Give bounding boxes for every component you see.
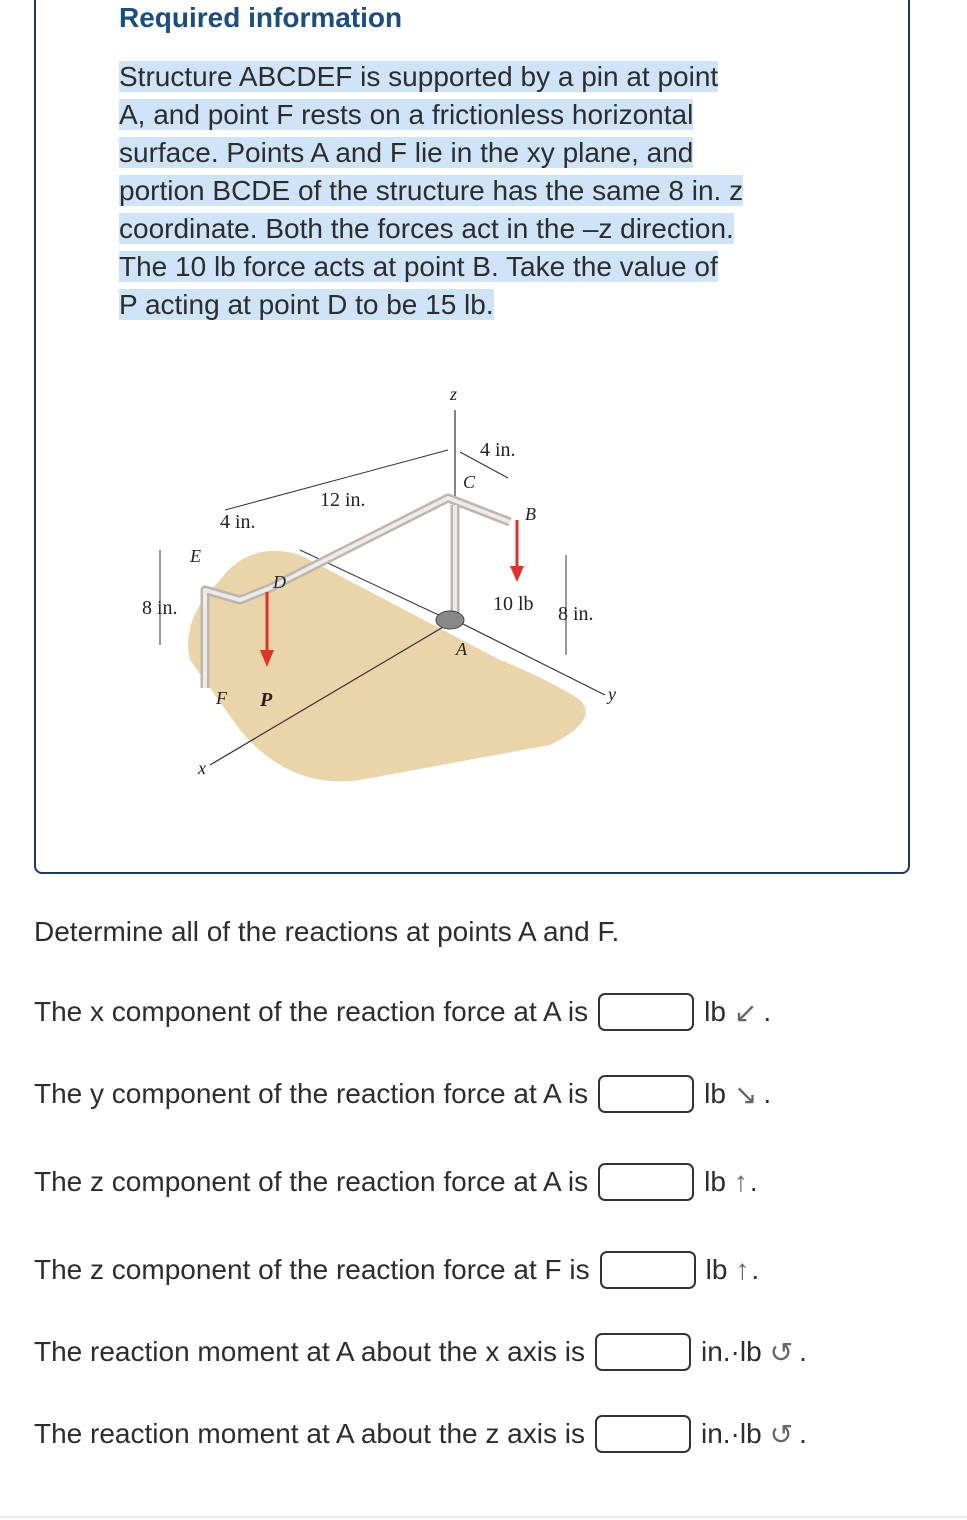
answer-input-fz[interactable]: [600, 1251, 696, 1289]
unit-label: lb: [705, 1254, 728, 1285]
period: .: [749, 1166, 758, 1197]
point-A-label: A: [456, 639, 467, 659]
dim-12in-label: 12 in.: [320, 489, 366, 511]
direction-arrow-icon: ↘: [733, 1078, 758, 1110]
point-D-label: D: [273, 572, 286, 592]
question-label: The z component of the reaction force at F is: [34, 1254, 590, 1285]
up-arrow-icon: ↑: [735, 1254, 750, 1285]
unit-label: in.·lb: [700, 1336, 762, 1367]
statement-line-1: Structure ABCDEF is supported by a pin at point: [119, 61, 719, 92]
force-P-label: P: [260, 689, 273, 711]
question-row-mx: [34, 1330, 807, 1374]
statement-line-2: A, and point F rests on a frictionless horizontal: [119, 99, 694, 130]
direction-arrow-icon: ↙: [733, 996, 758, 1028]
answer-input-mx[interactable]: [595, 1333, 691, 1371]
answer-input-az[interactable]: [598, 1163, 694, 1201]
question-label: The x component of the reaction force at A is: [34, 996, 589, 1027]
force-10lb-arrowhead: [510, 566, 524, 582]
page-divider: [0, 1516, 967, 1518]
statement-line-6: The 10 lb force acts at point B. Take the value of: [119, 251, 718, 282]
question-label: The reaction moment at A about the x axis is: [34, 1336, 585, 1367]
problem-statement: [119, 58, 829, 324]
x-axis-label: x: [198, 758, 206, 778]
period: .: [799, 1418, 807, 1449]
point-E-label: E: [190, 546, 201, 566]
question-row-mz: [34, 1412, 807, 1456]
counterclockwise-icon: ↺: [769, 1418, 794, 1450]
unit-label: lb: [704, 996, 726, 1027]
ground-surface: [188, 551, 586, 782]
dim-4in-left-label: 4 in.: [220, 511, 256, 533]
pin-support-A: [436, 611, 464, 629]
question-row-az: [34, 1160, 758, 1204]
question-row-ay: [34, 1072, 771, 1116]
required-info-title: Required information: [119, 2, 403, 33]
y-axis-label: y: [608, 684, 616, 704]
answer-input-ax[interactable]: [598, 993, 694, 1031]
question-row-fz: [34, 1248, 759, 1292]
statement-line-5: coordinate. Both the forces act in the –z direction.: [119, 213, 734, 244]
question-prompt: Determine all of the reactions at points A and F.: [34, 916, 620, 947]
dim-8in-left-label: 8 in.: [142, 597, 178, 619]
unit-label: lb: [704, 1166, 726, 1197]
unit-label: in.·lb: [700, 1418, 762, 1449]
question-row-ax: [34, 990, 771, 1034]
point-B-label: B: [525, 504, 536, 524]
answer-input-mz[interactable]: [595, 1415, 691, 1453]
force-10lb-label: 10 lb: [493, 593, 534, 615]
up-arrow-icon: ↑: [733, 1166, 748, 1197]
answer-input-ay[interactable]: [598, 1075, 694, 1113]
counterclockwise-icon: ↺: [769, 1336, 794, 1368]
period: .: [763, 1078, 772, 1109]
question-label: The z component of the reaction force at A is: [34, 1166, 589, 1197]
statement-line-4: portion BCDE of the structure has the same 8 in. z: [119, 175, 744, 206]
point-C-label: C: [463, 472, 476, 492]
statement-line-7: P acting at point D to be 15 lb.: [119, 289, 494, 320]
question-label: The y component of the reaction force at A is: [34, 1078, 589, 1109]
unit-label: lb: [704, 1078, 726, 1109]
structure-figure: [130, 370, 630, 790]
period: .: [751, 1254, 760, 1285]
dim-4in-top-label: 4 in.: [480, 439, 516, 461]
period: .: [799, 1336, 807, 1367]
point-F-label: F: [216, 688, 227, 708]
question-label: The reaction moment at A about the z axis is: [34, 1418, 585, 1449]
statement-line-3: surface. Points A and F lie in the xy plane, and: [119, 137, 694, 168]
z-axis-label: z: [450, 384, 458, 404]
dim-8in-right-label: 8 in.: [558, 603, 594, 625]
period: .: [763, 996, 772, 1027]
